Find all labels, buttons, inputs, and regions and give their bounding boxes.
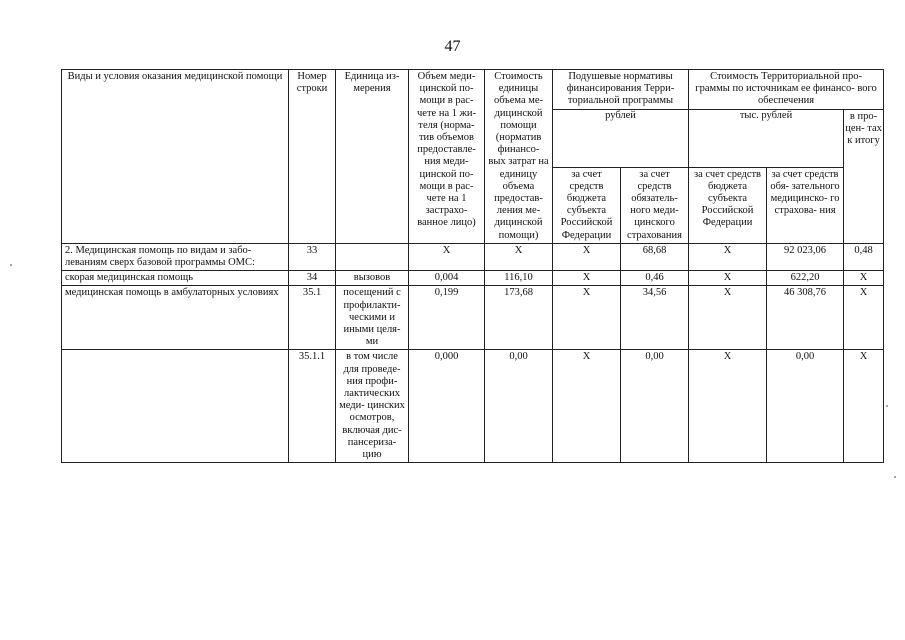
cell-tc-budget: Х [689,286,767,350]
page-number: 47 [444,38,461,55]
table-row [62,350,884,463]
cell-tc-oms: 46 308,76 [767,286,844,350]
header-row-number: Номер строки [289,70,336,244]
cell-row-number: 33 [289,243,336,270]
cell-percent: 0,48 [844,243,884,270]
cell-unit [336,243,409,270]
tariff-table [61,69,884,463]
cell-pc-oms: 0,46 [621,271,689,286]
table-row [62,286,884,350]
cell-row-number: 35.1 [289,286,336,350]
cell-cost: Х [485,243,553,270]
header-per-capita-group: Подушевые нормативы финансирования Терри- ториальной программы [553,70,689,110]
cell-volume: 0,004 [409,271,485,286]
cell-pc-budget: Х [553,286,621,350]
cell-cost: 0,00 [485,350,553,463]
cell-pc-budget: Х [553,350,621,463]
header-pc-oms: за счет средств обязатель- ного меди- цинского страхования [621,167,689,243]
cell-tc-budget: Х [689,243,767,270]
cell-cost: 173,68 [485,286,553,350]
table-row [62,243,884,270]
cell-cost: 116,10 [485,271,553,286]
header-pc-budget: за счет средств бюджета субъекта Российской Федерации [553,167,621,243]
table-row [62,271,884,286]
scan-speck [886,405,888,407]
header-kinds: Виды и условия оказания медицинской помощи [62,70,289,244]
scan-speck [10,264,12,266]
cell-pc-oms: 0,00 [621,350,689,463]
cell-pc-oms: 68,68 [621,243,689,270]
cell-kind: скорая медицинская помощь [62,271,289,286]
header-tc-budget: за счет средств бюджета субъекта Российской Федерации [689,167,767,243]
header-unit-cost: Стоимость единицы объема ме- дицинской помощи (норматив финансо- вых затрат на единицу объема предостав- ления ме- дицинской помощи) [485,70,553,244]
cell-pc-budget: Х [553,243,621,270]
header-unit: Единица из- мерения [336,70,409,244]
header-unit-thousand-rubles: тыс. рублей [689,109,844,167]
header-percent: в про- цен- тах к итогу [844,109,884,243]
cell-row-number: 34 [289,271,336,286]
cell-pc-budget: Х [553,271,621,286]
header-program-cost-group: Стоимость Территориальной про- граммы по источникам ее финансо- вого обеспечения [689,70,884,110]
cell-tc-oms: 0,00 [767,350,844,463]
header-tc-oms: за счет средств обя- зательного медицинско- го страхова- ния [767,167,844,243]
cell-percent: Х [844,271,884,286]
cell-tc-budget: Х [689,350,767,463]
cell-kind: 2. Медицинская помощь по видам и забо- леваниям сверх базовой программы ОМС: [62,243,289,270]
cell-pc-oms: 34,56 [621,286,689,350]
cell-volume: 0,000 [409,350,485,463]
cell-volume: Х [409,243,485,270]
header-volume: Объем меди- цинской по- мощи в рас- чете на 1 жи- теля (норма- тив объемов предоставле- ния меди- цинской по- мощи в рас- чете на 1 застрахо- ванное лицо) [409,70,485,244]
cell-unit: вызовов [336,271,409,286]
cell-kind: медицинская помощь в амбулаторных условиях [62,286,289,350]
header-unit-rubles: рублей [553,109,689,167]
cell-unit: посещений с профилакти- ческими и иными целя- ми [336,286,409,350]
cell-volume: 0,199 [409,286,485,350]
cell-unit: в том числе для проведе- ния профи- лактических меди- цинских осмотров, включая дис- пансериза- цию [336,350,409,463]
cell-row-number: 35.1.1 [289,350,336,463]
scan-speck [894,476,896,478]
cell-tc-oms: 622,20 [767,271,844,286]
cell-percent: Х [844,286,884,350]
cell-percent: Х [844,350,884,463]
cell-tc-oms: 92 023,06 [767,243,844,270]
cell-tc-budget: Х [689,271,767,286]
cell-kind [62,350,289,463]
